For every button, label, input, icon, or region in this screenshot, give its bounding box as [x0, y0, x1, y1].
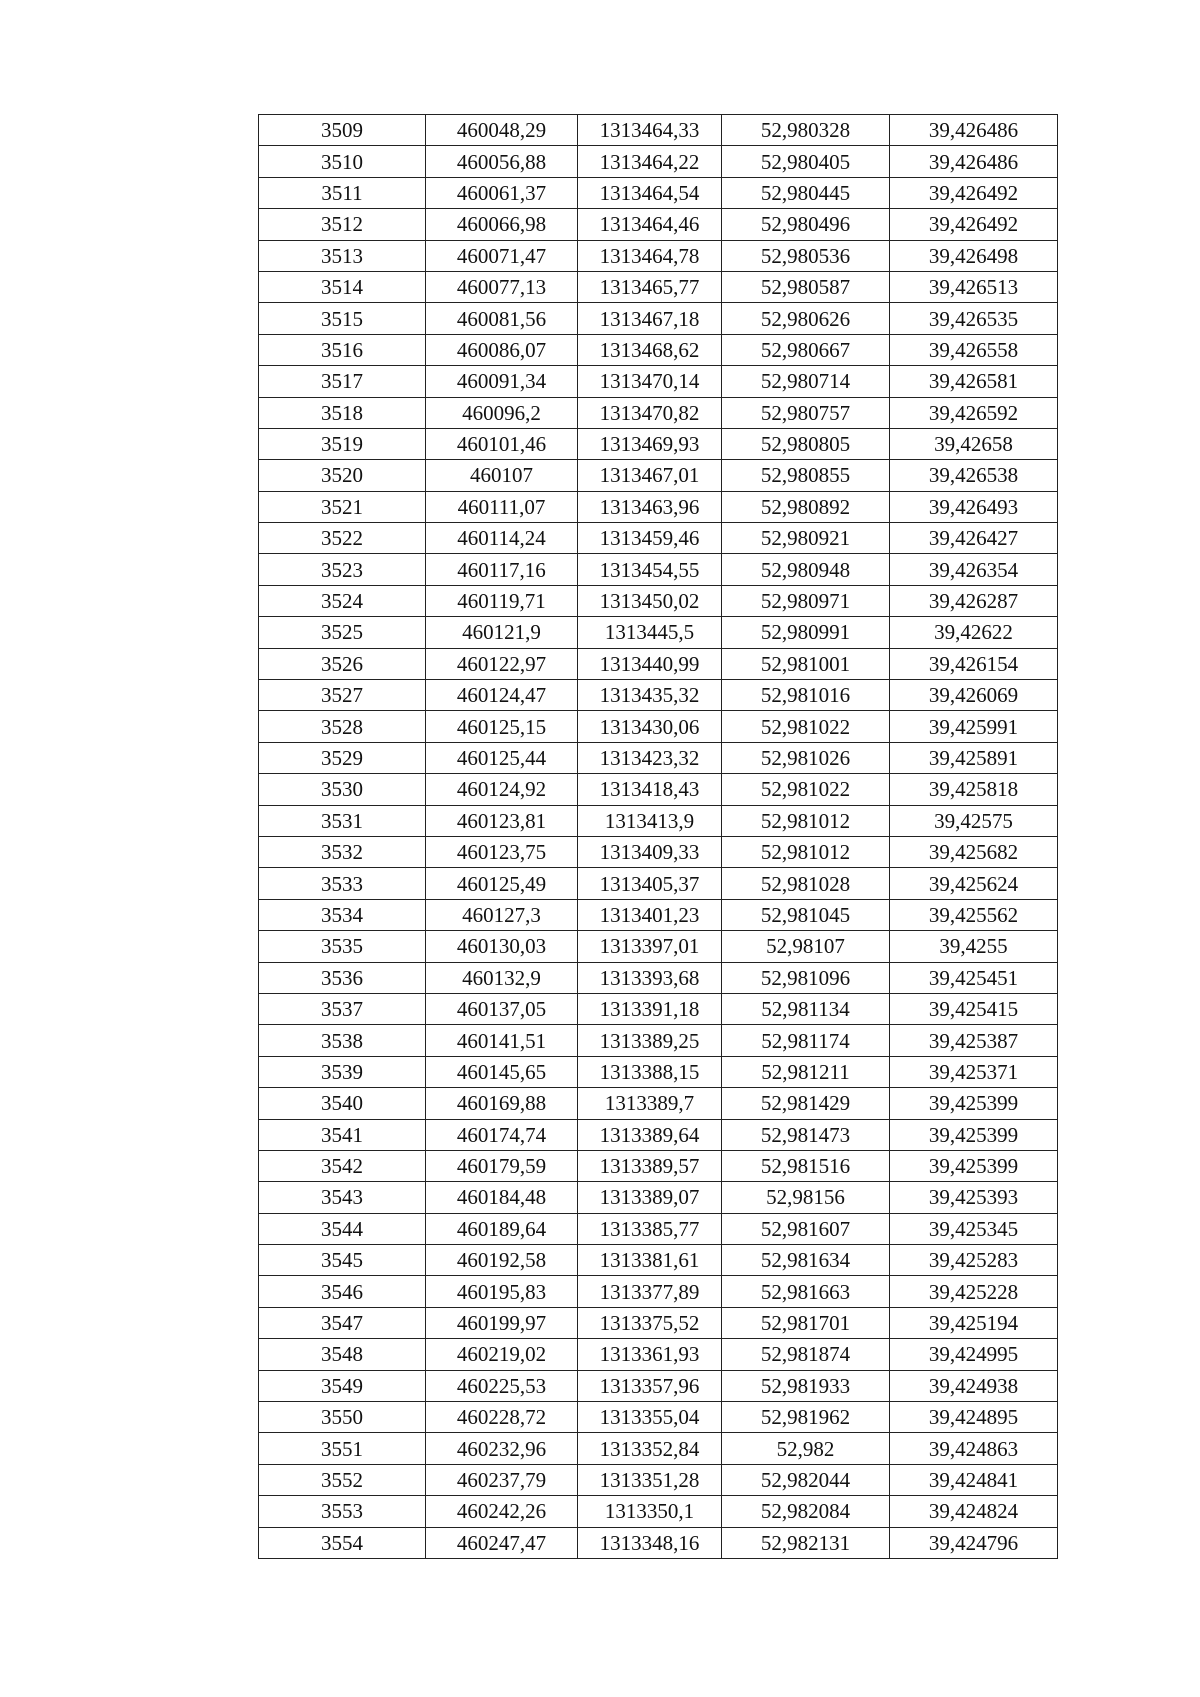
y-coordinate-cell: 1313391,18	[578, 993, 722, 1024]
point-number-cell: 3553	[259, 1496, 426, 1527]
x-coordinate-cell: 460169,88	[426, 1088, 578, 1119]
x-coordinate-cell: 460091,34	[426, 366, 578, 397]
point-number-cell: 3547	[259, 1307, 426, 1338]
table-row	[259, 1339, 1058, 1370]
point-number-cell: 3515	[259, 303, 426, 334]
x-coordinate-cell: 460232,96	[426, 1433, 578, 1464]
x-coordinate-cell: 460123,81	[426, 805, 578, 836]
latitude-cell: 52,981028	[722, 868, 890, 899]
x-coordinate-cell: 460228,72	[426, 1402, 578, 1433]
y-coordinate-cell: 1313381,61	[578, 1245, 722, 1276]
point-number-cell: 3531	[259, 805, 426, 836]
table-row	[259, 774, 1058, 805]
x-coordinate-cell: 460124,92	[426, 774, 578, 805]
longitude-cell: 39,42622	[890, 617, 1058, 648]
point-number-cell: 3550	[259, 1402, 426, 1433]
table-row	[259, 460, 1058, 491]
y-coordinate-cell: 1313388,15	[578, 1056, 722, 1087]
longitude-cell: 39,426558	[890, 334, 1058, 365]
x-coordinate-cell: 460124,47	[426, 680, 578, 711]
x-coordinate-cell: 460111,07	[426, 491, 578, 522]
longitude-cell: 39,424938	[890, 1370, 1058, 1401]
point-number-cell: 3536	[259, 962, 426, 993]
y-coordinate-cell: 1313464,78	[578, 240, 722, 271]
point-number-cell: 3534	[259, 899, 426, 930]
y-coordinate-cell: 1313470,82	[578, 397, 722, 428]
x-coordinate-cell: 460121,9	[426, 617, 578, 648]
y-coordinate-cell: 1313350,1	[578, 1496, 722, 1527]
latitude-cell: 52,981473	[722, 1119, 890, 1150]
point-number-cell: 3523	[259, 554, 426, 585]
latitude-cell: 52,981174	[722, 1025, 890, 1056]
latitude-cell: 52,980921	[722, 523, 890, 554]
longitude-cell: 39,426492	[890, 177, 1058, 208]
longitude-cell: 39,425891	[890, 742, 1058, 773]
y-coordinate-cell: 1313361,93	[578, 1339, 722, 1370]
x-coordinate-cell: 460137,05	[426, 993, 578, 1024]
point-number-cell: 3509	[259, 115, 426, 146]
y-coordinate-cell: 1313389,64	[578, 1119, 722, 1150]
latitude-cell: 52,981001	[722, 648, 890, 679]
latitude-cell: 52,980971	[722, 585, 890, 616]
x-coordinate-cell: 460048,29	[426, 115, 578, 146]
table-row	[259, 366, 1058, 397]
latitude-cell: 52,981045	[722, 899, 890, 930]
latitude-cell: 52,981429	[722, 1088, 890, 1119]
table-row	[259, 868, 1058, 899]
table-row	[259, 1119, 1058, 1150]
latitude-cell: 52,980405	[722, 146, 890, 177]
x-coordinate-cell: 460132,9	[426, 962, 578, 993]
y-coordinate-cell: 1313463,96	[578, 491, 722, 522]
latitude-cell: 52,981026	[722, 742, 890, 773]
y-coordinate-cell: 1313423,32	[578, 742, 722, 773]
latitude-cell: 52,981874	[722, 1339, 890, 1370]
point-number-cell: 3517	[259, 366, 426, 397]
x-coordinate-cell: 460107	[426, 460, 578, 491]
point-number-cell: 3514	[259, 271, 426, 302]
point-number-cell: 3533	[259, 868, 426, 899]
longitude-cell: 39,425682	[890, 836, 1058, 867]
table-row	[259, 1025, 1058, 1056]
point-number-cell: 3544	[259, 1213, 426, 1244]
latitude-cell: 52,98107	[722, 931, 890, 962]
table-row	[259, 1433, 1058, 1464]
latitude-cell: 52,980328	[722, 115, 890, 146]
latitude-cell: 52,980667	[722, 334, 890, 365]
table-row	[259, 1150, 1058, 1181]
point-number-cell: 3529	[259, 742, 426, 773]
point-number-cell: 3532	[259, 836, 426, 867]
latitude-cell: 52,981096	[722, 962, 890, 993]
longitude-cell: 39,425228	[890, 1276, 1058, 1307]
longitude-cell: 39,424824	[890, 1496, 1058, 1527]
x-coordinate-cell: 460247,47	[426, 1527, 578, 1558]
longitude-cell: 39,425399	[890, 1150, 1058, 1181]
table-row	[259, 1527, 1058, 1558]
table-row	[259, 617, 1058, 648]
longitude-cell: 39,426581	[890, 366, 1058, 397]
x-coordinate-cell: 460127,3	[426, 899, 578, 930]
longitude-cell: 39,425562	[890, 899, 1058, 930]
point-number-cell: 3551	[259, 1433, 426, 1464]
point-number-cell: 3522	[259, 523, 426, 554]
point-number-cell: 3541	[259, 1119, 426, 1150]
point-number-cell: 3554	[259, 1527, 426, 1558]
point-number-cell: 3543	[259, 1182, 426, 1213]
y-coordinate-cell: 1313459,46	[578, 523, 722, 554]
latitude-cell: 52,980757	[722, 397, 890, 428]
table-row	[259, 805, 1058, 836]
y-coordinate-cell: 1313348,16	[578, 1527, 722, 1558]
point-number-cell: 3545	[259, 1245, 426, 1276]
y-coordinate-cell: 1313467,01	[578, 460, 722, 491]
y-coordinate-cell: 1313385,77	[578, 1213, 722, 1244]
latitude-cell: 52,981012	[722, 836, 890, 867]
table-row	[259, 931, 1058, 962]
point-number-cell: 3542	[259, 1150, 426, 1181]
point-number-cell: 3527	[259, 680, 426, 711]
longitude-cell: 39,424796	[890, 1527, 1058, 1558]
y-coordinate-cell: 1313401,23	[578, 899, 722, 930]
point-number-cell: 3546	[259, 1276, 426, 1307]
longitude-cell: 39,426592	[890, 397, 1058, 428]
latitude-cell: 52,980587	[722, 271, 890, 302]
y-coordinate-cell: 1313464,46	[578, 209, 722, 240]
x-coordinate-cell: 460123,75	[426, 836, 578, 867]
x-coordinate-cell: 460189,64	[426, 1213, 578, 1244]
latitude-cell: 52,980948	[722, 554, 890, 585]
x-coordinate-cell: 460061,37	[426, 177, 578, 208]
longitude-cell: 39,424895	[890, 1402, 1058, 1433]
point-number-cell: 3521	[259, 491, 426, 522]
x-coordinate-cell: 460125,15	[426, 711, 578, 742]
table-row	[259, 554, 1058, 585]
longitude-cell: 39,425371	[890, 1056, 1058, 1087]
point-number-cell: 3524	[259, 585, 426, 616]
point-number-cell: 3519	[259, 428, 426, 459]
x-coordinate-cell: 460179,59	[426, 1150, 578, 1181]
longitude-cell: 39,425991	[890, 711, 1058, 742]
table-row	[259, 1056, 1058, 1087]
longitude-cell: 39,425415	[890, 993, 1058, 1024]
x-coordinate-cell: 460174,74	[426, 1119, 578, 1150]
longitude-cell: 39,426486	[890, 115, 1058, 146]
longitude-cell: 39,4255	[890, 931, 1058, 962]
latitude-cell: 52,981701	[722, 1307, 890, 1338]
latitude-cell: 52,980805	[722, 428, 890, 459]
table-row	[259, 1496, 1058, 1527]
longitude-cell: 39,426498	[890, 240, 1058, 271]
latitude-cell: 52,981933	[722, 1370, 890, 1401]
table-row	[259, 209, 1058, 240]
table-row	[259, 1182, 1058, 1213]
table-row	[259, 1276, 1058, 1307]
longitude-cell: 39,426538	[890, 460, 1058, 491]
longitude-cell: 39,426535	[890, 303, 1058, 334]
point-number-cell: 3513	[259, 240, 426, 271]
x-coordinate-cell: 460199,97	[426, 1307, 578, 1338]
x-coordinate-cell: 460101,46	[426, 428, 578, 459]
y-coordinate-cell: 1313464,33	[578, 115, 722, 146]
table-row	[259, 836, 1058, 867]
y-coordinate-cell: 1313464,54	[578, 177, 722, 208]
y-coordinate-cell: 1313377,89	[578, 1276, 722, 1307]
table-row	[259, 680, 1058, 711]
coordinates-table-body	[259, 115, 1058, 1559]
longitude-cell: 39,426427	[890, 523, 1058, 554]
latitude-cell: 52,981134	[722, 993, 890, 1024]
y-coordinate-cell: 1313465,77	[578, 271, 722, 302]
y-coordinate-cell: 1313389,07	[578, 1182, 722, 1213]
x-coordinate-cell: 460122,97	[426, 648, 578, 679]
point-number-cell: 3549	[259, 1370, 426, 1401]
longitude-cell: 39,425624	[890, 868, 1058, 899]
table-row	[259, 1402, 1058, 1433]
y-coordinate-cell: 1313430,06	[578, 711, 722, 742]
latitude-cell: 52,980714	[722, 366, 890, 397]
x-coordinate-cell: 460081,56	[426, 303, 578, 334]
point-number-cell: 3539	[259, 1056, 426, 1087]
latitude-cell: 52,980892	[722, 491, 890, 522]
table-row	[259, 648, 1058, 679]
y-coordinate-cell: 1313470,14	[578, 366, 722, 397]
table-row	[259, 1307, 1058, 1338]
x-coordinate-cell: 460242,26	[426, 1496, 578, 1527]
y-coordinate-cell: 1313418,43	[578, 774, 722, 805]
point-number-cell: 3535	[259, 931, 426, 962]
longitude-cell: 39,425451	[890, 962, 1058, 993]
y-coordinate-cell: 1313375,52	[578, 1307, 722, 1338]
y-coordinate-cell: 1313467,18	[578, 303, 722, 334]
table-row	[259, 303, 1058, 334]
point-number-cell: 3526	[259, 648, 426, 679]
point-number-cell: 3525	[259, 617, 426, 648]
longitude-cell: 39,426493	[890, 491, 1058, 522]
longitude-cell: 39,426354	[890, 554, 1058, 585]
x-coordinate-cell: 460237,79	[426, 1464, 578, 1495]
table-row	[259, 585, 1058, 616]
y-coordinate-cell: 1313357,96	[578, 1370, 722, 1401]
longitude-cell: 39,425393	[890, 1182, 1058, 1213]
x-coordinate-cell: 460141,51	[426, 1025, 578, 1056]
table-row	[259, 742, 1058, 773]
x-coordinate-cell: 460071,47	[426, 240, 578, 271]
latitude-cell: 52,980536	[722, 240, 890, 271]
latitude-cell: 52,981211	[722, 1056, 890, 1087]
table-row	[259, 397, 1058, 428]
latitude-cell: 52,981663	[722, 1276, 890, 1307]
latitude-cell: 52,981634	[722, 1245, 890, 1276]
table-row	[259, 491, 1058, 522]
y-coordinate-cell: 1313454,55	[578, 554, 722, 585]
x-coordinate-cell: 460184,48	[426, 1182, 578, 1213]
y-coordinate-cell: 1313352,84	[578, 1433, 722, 1464]
point-number-cell: 3520	[259, 460, 426, 491]
longitude-cell: 39,426492	[890, 209, 1058, 240]
y-coordinate-cell: 1313393,68	[578, 962, 722, 993]
point-number-cell: 3511	[259, 177, 426, 208]
table-row	[259, 523, 1058, 554]
longitude-cell: 39,42575	[890, 805, 1058, 836]
point-number-cell: 3530	[259, 774, 426, 805]
latitude-cell: 52,982	[722, 1433, 890, 1464]
x-coordinate-cell: 460117,16	[426, 554, 578, 585]
x-coordinate-cell: 460192,58	[426, 1245, 578, 1276]
table-row	[259, 1213, 1058, 1244]
latitude-cell: 52,98156	[722, 1182, 890, 1213]
longitude-cell: 39,426513	[890, 271, 1058, 302]
x-coordinate-cell: 460145,65	[426, 1056, 578, 1087]
table-row	[259, 1088, 1058, 1119]
latitude-cell: 52,980991	[722, 617, 890, 648]
coordinates-table	[258, 114, 1058, 1559]
longitude-cell: 39,425194	[890, 1307, 1058, 1338]
x-coordinate-cell: 460125,44	[426, 742, 578, 773]
y-coordinate-cell: 1313468,62	[578, 334, 722, 365]
y-coordinate-cell: 1313351,28	[578, 1464, 722, 1495]
latitude-cell: 52,982131	[722, 1527, 890, 1558]
table-row	[259, 271, 1058, 302]
y-coordinate-cell: 1313464,22	[578, 146, 722, 177]
x-coordinate-cell: 460119,71	[426, 585, 578, 616]
y-coordinate-cell: 1313397,01	[578, 931, 722, 962]
point-number-cell: 3528	[259, 711, 426, 742]
longitude-cell: 39,424841	[890, 1464, 1058, 1495]
y-coordinate-cell: 1313469,93	[578, 428, 722, 459]
table-row	[259, 240, 1058, 271]
y-coordinate-cell: 1313389,57	[578, 1150, 722, 1181]
y-coordinate-cell: 1313389,25	[578, 1025, 722, 1056]
x-coordinate-cell: 460086,07	[426, 334, 578, 365]
y-coordinate-cell: 1313450,02	[578, 585, 722, 616]
latitude-cell: 52,980445	[722, 177, 890, 208]
y-coordinate-cell: 1313405,37	[578, 868, 722, 899]
latitude-cell: 52,981016	[722, 680, 890, 711]
x-coordinate-cell: 460225,53	[426, 1370, 578, 1401]
table-row	[259, 899, 1058, 930]
x-coordinate-cell: 460130,03	[426, 931, 578, 962]
point-number-cell: 3540	[259, 1088, 426, 1119]
latitude-cell: 52,981962	[722, 1402, 890, 1433]
longitude-cell: 39,42658	[890, 428, 1058, 459]
x-coordinate-cell: 460066,98	[426, 209, 578, 240]
x-coordinate-cell: 460056,88	[426, 146, 578, 177]
latitude-cell: 52,981012	[722, 805, 890, 836]
latitude-cell: 52,980855	[722, 460, 890, 491]
latitude-cell: 52,982084	[722, 1496, 890, 1527]
table-row	[259, 334, 1058, 365]
y-coordinate-cell: 1313413,9	[578, 805, 722, 836]
point-number-cell: 3512	[259, 209, 426, 240]
y-coordinate-cell: 1313409,33	[578, 836, 722, 867]
longitude-cell: 39,425399	[890, 1119, 1058, 1150]
table-row	[259, 115, 1058, 146]
table-row	[259, 711, 1058, 742]
x-coordinate-cell: 460195,83	[426, 1276, 578, 1307]
table-row	[259, 1245, 1058, 1276]
latitude-cell: 52,981516	[722, 1150, 890, 1181]
x-coordinate-cell: 460219,02	[426, 1339, 578, 1370]
table-row	[259, 962, 1058, 993]
longitude-cell: 39,426287	[890, 585, 1058, 616]
point-number-cell: 3510	[259, 146, 426, 177]
x-coordinate-cell: 460125,49	[426, 868, 578, 899]
latitude-cell: 52,981022	[722, 774, 890, 805]
longitude-cell: 39,424995	[890, 1339, 1058, 1370]
latitude-cell: 52,981022	[722, 711, 890, 742]
longitude-cell: 39,424863	[890, 1433, 1058, 1464]
longitude-cell: 39,425345	[890, 1213, 1058, 1244]
x-coordinate-cell: 460077,13	[426, 271, 578, 302]
longitude-cell: 39,426154	[890, 648, 1058, 679]
longitude-cell: 39,425283	[890, 1245, 1058, 1276]
point-number-cell: 3537	[259, 993, 426, 1024]
y-coordinate-cell: 1313355,04	[578, 1402, 722, 1433]
x-coordinate-cell: 460114,24	[426, 523, 578, 554]
point-number-cell: 3518	[259, 397, 426, 428]
latitude-cell: 52,980496	[722, 209, 890, 240]
table-row	[259, 1464, 1058, 1495]
longitude-cell: 39,425387	[890, 1025, 1058, 1056]
y-coordinate-cell: 1313389,7	[578, 1088, 722, 1119]
y-coordinate-cell: 1313435,32	[578, 680, 722, 711]
point-number-cell: 3548	[259, 1339, 426, 1370]
table-row	[259, 428, 1058, 459]
latitude-cell: 52,980626	[722, 303, 890, 334]
point-number-cell: 3538	[259, 1025, 426, 1056]
table-row	[259, 1370, 1058, 1401]
point-number-cell: 3552	[259, 1464, 426, 1495]
x-coordinate-cell: 460096,2	[426, 397, 578, 428]
longitude-cell: 39,426069	[890, 680, 1058, 711]
table-row	[259, 146, 1058, 177]
y-coordinate-cell: 1313440,99	[578, 648, 722, 679]
table-row	[259, 993, 1058, 1024]
longitude-cell: 39,425818	[890, 774, 1058, 805]
latitude-cell: 52,981607	[722, 1213, 890, 1244]
table-row	[259, 177, 1058, 208]
longitude-cell: 39,425399	[890, 1088, 1058, 1119]
point-number-cell: 3516	[259, 334, 426, 365]
latitude-cell: 52,982044	[722, 1464, 890, 1495]
y-coordinate-cell: 1313445,5	[578, 617, 722, 648]
longitude-cell: 39,426486	[890, 146, 1058, 177]
